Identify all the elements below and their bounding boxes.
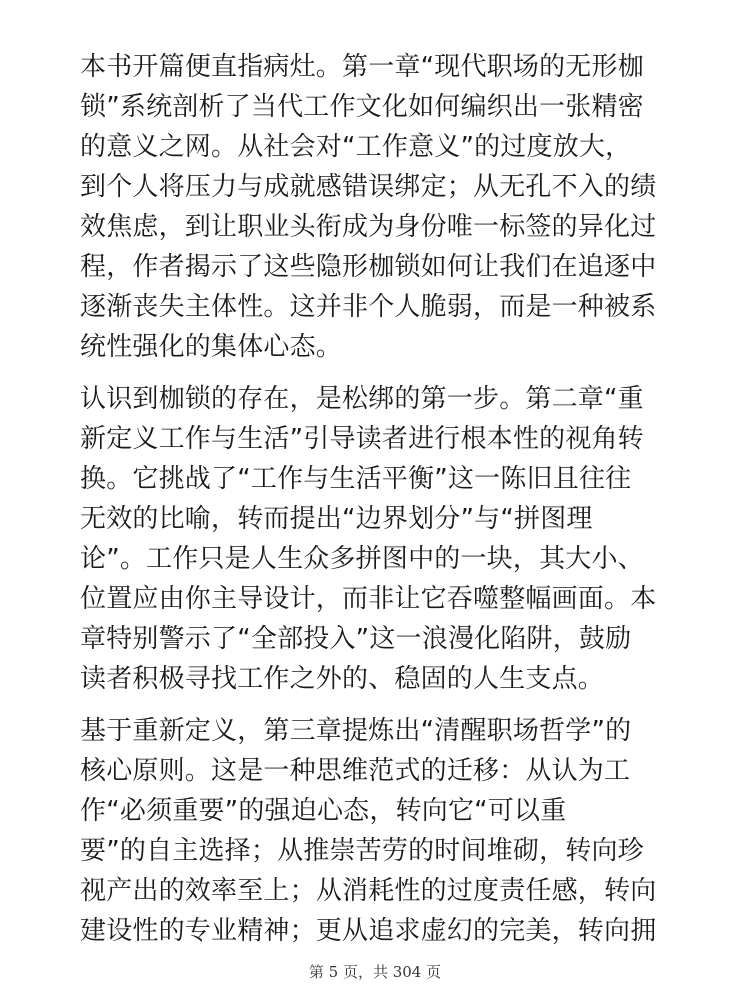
text-line: 认识到枷锁的存在，是松绑的第一步。第二章“重 [80,384,644,414]
text-line: 论”。工作只是人生众多拼图中的一块，其大小、 [80,544,644,574]
text-line: 基于重新定义，第三章提炼出“清醒职场哲学”的 [80,716,632,746]
text-line: 程，作者揭示了这些隐形枷锁如何让我们在追逐中 [80,252,657,282]
text-line: 的意义之网。从社会对“工作意义”的过度放大， [80,132,632,162]
text-line: 建设性的专业精神；更从追求虚幻的完美，转向拥 [80,916,657,946]
text-line: 要”的自主选择；从推崇苦劳的时间堆砌，转向珍 [80,836,644,866]
text-line: 逐渐丧失主体性。这并非个人脆弱，而是一种被系 [80,292,657,322]
text-line: 作“必须重要”的强迫心态，转向它“可以重 [80,796,567,826]
text-line: 核心原则。这是一种思维范式的迁移：从认为工 [80,756,631,786]
text-line: 读者积极寻找工作之外的、稳固的人生支点。 [80,664,605,694]
text-line: 效焦虑，到让职业头衔成为身份唯一标签的异化过 [80,212,657,242]
text-line: 到个人将压力与成就感错误绑定；从无孔不入的绩 [80,172,657,202]
text-line: 无效的比喻，转而提出“边界划分”与“拼图理 [80,504,593,534]
text-line: 统性强化的集体心态。 [80,332,343,362]
text-line: 换。它挑战了“工作与生活平衡”这一陈旧且往往 [80,464,632,494]
page-number-footer: 第 5 页，共 304 页 [308,963,442,981]
text-line: 本书开篇便直指病灶。第一章“现代职场的无形枷 [80,52,644,82]
text-line: 锁”系统剖析了当代工作文化如何编织出一张精密 [80,92,644,122]
text-line: 视产出的效率至上；从消耗性的过度责任感，转向 [80,876,657,906]
text-line: 新定义工作与生活”引导读者进行根本性的视角转 [80,424,644,454]
text-line: 章特别警示了“全部投入”这一浪漫化陷阱，鼓励 [80,624,632,654]
text-line: 位置应由你主导设计，而非让它吞噬整幅画面。本 [80,584,657,614]
